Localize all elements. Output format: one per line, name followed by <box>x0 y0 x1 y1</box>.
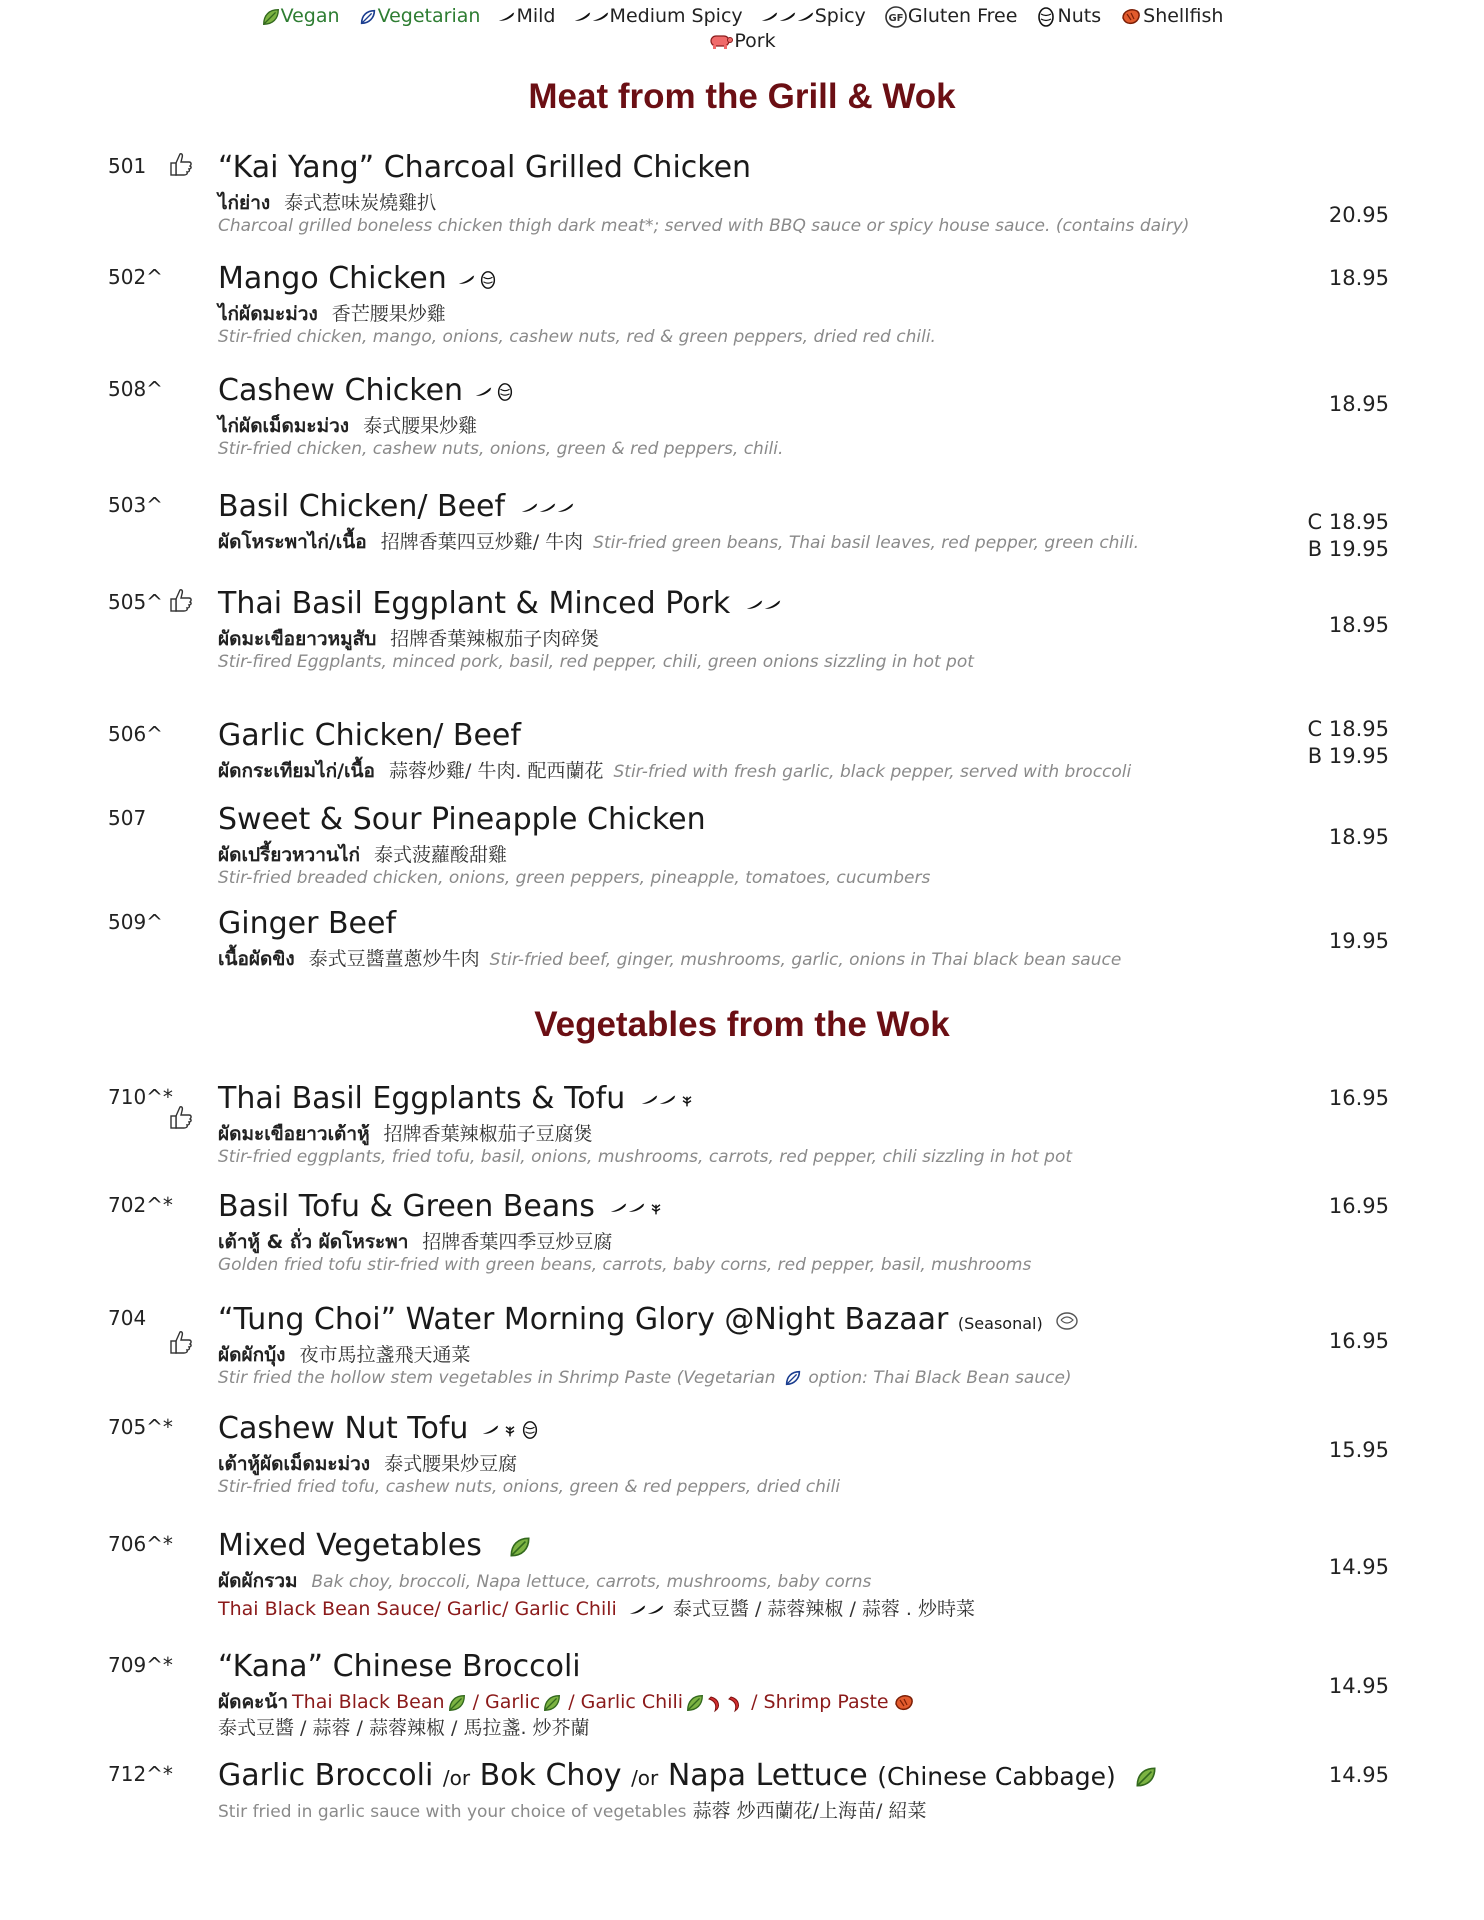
item-subtitle <box>218 944 1121 974</box>
item-subtitle <box>218 1796 936 1823</box>
item-chinese-name: 泰式腰果炒雞 <box>363 415 478 437</box>
shellfish-icon <box>891 1692 917 1714</box>
item-sauce-options <box>218 1594 985 1621</box>
item-description: Stir-fried fried tofu, cashew nuts, onions, green & red peppers, dried chili <box>218 1477 841 1497</box>
pork-icon <box>708 31 734 51</box>
thumbs-up-icon <box>168 586 194 614</box>
item-name: “Kai Yang” Charcoal Grilled Chicken <box>218 150 752 185</box>
leaf-icon <box>447 1693 467 1713</box>
item-price: 16.95 <box>1328 1194 1389 1218</box>
item-number: 710^* <box>108 1085 173 1109</box>
sauce-option: Thai Black Bean <box>292 1691 445 1713</box>
item-thai-name: ผัดผักรวม <box>218 1570 298 1592</box>
item-name: Thai Basil Eggplant & Minced Pork <box>218 586 731 621</box>
legend-vegan: Vegan <box>261 4 340 28</box>
item-thai-name: ไก่ย่าง <box>218 192 271 214</box>
item-chinese-name: 蒜蓉 炒西蘭花/上海苗/ 紹菜 <box>692 1800 927 1822</box>
item-chinese-subtitle <box>218 1713 600 1740</box>
item-number: 508^ <box>108 377 163 401</box>
chili-icon <box>637 1092 699 1108</box>
item-description <box>218 1368 1072 1388</box>
legend <box>0 4 1484 53</box>
item-price: 18.95 <box>1328 266 1389 290</box>
item-chinese-name: 香芒腰果炒雞 <box>331 303 446 325</box>
price-beef: B 19.95 <box>1307 744 1389 768</box>
chili-icon <box>458 274 476 286</box>
item-number: 507 <box>108 806 147 830</box>
item-name: Cashew Chicken <box>218 373 464 408</box>
item-thai-name: ผัดมะเขือยาวเต้าหู้ <box>218 1123 370 1145</box>
item-number: 509^ <box>108 910 163 934</box>
item-subtitle <box>218 840 517 870</box>
item-name-row <box>218 1528 535 1563</box>
item-description: Bak choy, broccoli, Napa lettuce, carrots, mushrooms, baby corns <box>311 1572 872 1592</box>
item-thai-name: ผัดคะน้า <box>218 1691 289 1713</box>
item-chinese-name: 夜市馬拉盞飛天通菜 <box>299 1344 471 1366</box>
item-chinese-name: 泰式豆醬薑蔥炒牛肉 <box>308 948 480 970</box>
item-subtitle <box>218 1119 603 1149</box>
item-price: 18.95 <box>1328 392 1389 416</box>
item-chinese-name: 泰式菠蘿酸甜雞 <box>373 844 507 866</box>
item-subtitle <box>218 188 446 218</box>
item-thai-name: เนื้อผัดขิง <box>218 948 295 970</box>
item-chinese-name: 招牌香葉辣椒茄子肉碎煲 <box>390 628 600 650</box>
item-thai-name: ผัดผักบุ้ง <box>218 1344 286 1366</box>
item-name: “Tung Choi” Water Morning Glory @Night Bazaar <box>218 1302 949 1337</box>
item-name: Mixed Vegetables <box>218 1528 482 1563</box>
item-chinese-name: 招牌香葉辣椒茄子豆腐煲 <box>383 1123 593 1145</box>
item-chinese-name: 泰式腰果炒豆腐 <box>384 1453 518 1475</box>
item-name-row <box>218 1411 544 1446</box>
chili-icon <box>742 599 784 611</box>
item-name: Mango Chicken <box>218 261 447 296</box>
nut-icon <box>495 382 515 402</box>
item-subtitle <box>218 299 456 329</box>
shellfish-icon <box>1054 1310 1080 1332</box>
item-description: Charcoal grilled boneless chicken thigh dark meat*; served with BBQ sauce or spicy house sauce. (contains dairy) <box>218 216 1190 236</box>
item-subtitle <box>218 1340 480 1370</box>
item-price: 19.95 <box>1328 929 1389 953</box>
item-price: 18.95 <box>1328 825 1389 849</box>
chili-icon <box>517 502 577 514</box>
item-description-part1: Stir fried the hollow stem vegetables in Shrimp Paste (Vegetarian <box>218 1368 776 1388</box>
nut-icon <box>1035 6 1057 28</box>
item-number: 712^* <box>108 1762 173 1786</box>
item-name-option: Garlic Broccoli <box>218 1758 434 1793</box>
item-price <box>1308 509 1389 563</box>
chili-icon <box>480 1420 544 1440</box>
chili-icon <box>574 11 610 23</box>
item-description: Stir-fried with fresh garlic, black pepper, served with broccoli <box>613 762 1132 782</box>
item-price: 14.95 <box>1328 1555 1389 1579</box>
item-number: 501 <box>108 154 147 178</box>
item-name: Ginger Beef <box>218 906 397 941</box>
legend-medium: Medium Spicy <box>574 4 743 28</box>
thumbs-up-icon <box>168 1103 194 1131</box>
item-thai-name: ผัดมะเขือยาวหมูสับ <box>218 628 377 650</box>
section-title-meat: Meat from the Grill & Wok <box>528 77 956 116</box>
item-number: 706^* <box>108 1532 173 1556</box>
item-thai-name: ผัดโหระพาไก่/เนื้อ <box>218 531 367 553</box>
item-thai-name: ผัดเปรี้ยวหวานไก่ <box>218 844 360 866</box>
legend-vegetarian: Vegetarian <box>358 4 481 28</box>
item-name: Basil Chicken/ Beef <box>218 489 506 524</box>
item-price: 16.95 <box>1328 1086 1389 1110</box>
item-description: Stir-fried chicken, mango, onions, cashew nuts, red & green peppers, dried red chili. <box>218 327 936 347</box>
legend-nuts: Nuts <box>1035 4 1101 28</box>
item-price: 18.95 <box>1328 613 1389 637</box>
item-price: 15.95 <box>1328 1438 1389 1462</box>
chili-icon <box>498 11 516 23</box>
item-name-row <box>218 489 577 524</box>
item-chinese-name: 泰式豆醬 / 蒜蓉辣椒 / 蒜蓉 . 炒時菜 <box>672 1598 976 1620</box>
thumbs-up-icon <box>168 1328 194 1356</box>
item-name-row <box>218 373 515 408</box>
thumbs-up-icon <box>168 150 194 178</box>
item-name-row <box>218 1302 1080 1337</box>
shellfish-icon <box>1119 6 1143 28</box>
item-price: 16.95 <box>1328 1329 1389 1353</box>
item-name: Sweet & Sour Pineapple Chicken <box>218 802 706 837</box>
item-number: 702^* <box>108 1193 173 1217</box>
item-chinese-name: 蒜蓉炒雞/ 牛肉. 配西蘭花 <box>388 760 604 782</box>
item-name-row <box>218 586 784 621</box>
item-price: 20.95 <box>1328 203 1389 227</box>
chili-icon <box>625 1604 667 1616</box>
price-chicken: C 18.95 <box>1307 510 1389 534</box>
chili-icon <box>606 1200 668 1216</box>
price-chicken: C 18.95 <box>1307 717 1389 741</box>
leaf-icon <box>261 7 281 27</box>
leaf-icon <box>505 1535 535 1559</box>
or-separator: /or <box>631 1766 659 1790</box>
item-subtitle <box>218 1449 527 1479</box>
legend-spicy: Spicy <box>761 4 866 28</box>
item-number: 505^ <box>108 590 163 614</box>
section-title-vegetables: Vegetables from the Wok <box>534 1005 950 1044</box>
sauce-option: / Shrimp Paste <box>751 1691 889 1713</box>
item-description: Stir-fried beef, ginger, mushrooms, garlic, onions in Thai black bean sauce <box>489 950 1122 970</box>
vegetarian-leaf-icon <box>783 1368 803 1388</box>
legend-shellfish: Shellfish <box>1119 4 1223 28</box>
nut-icon <box>478 270 498 290</box>
sauce-options: Thai Black Bean Sauce/ Garlic/ Garlic Chili <box>218 1598 617 1620</box>
price-beef: B 19.95 <box>1307 537 1389 561</box>
item-chinese-name: 招牌香葉四豆炒雞/ 牛肉 <box>380 531 584 553</box>
item-name: “Kana” Chinese Broccoli <box>218 1649 581 1684</box>
item-description-part2: option: Thai Black Bean sauce) <box>808 1368 1072 1388</box>
chili-icon <box>761 11 815 23</box>
item-description: Stir-fried breaded chicken, onions, green peppers, pineapple, tomatoes, cucumbers <box>218 868 931 888</box>
item-name-row <box>218 1189 668 1224</box>
item-number: 705^* <box>108 1415 173 1439</box>
item-chinese-name: 招牌香葉四季豆炒豆腐 <box>422 1231 613 1253</box>
item-price: 14.95 <box>1328 1674 1389 1698</box>
legend-pork: Pork <box>708 29 775 53</box>
item-chinese-name: 泰式豆醬 / 蒜蓉 / 蒜蓉辣椒 / 馬拉盞. 炒芥蘭 <box>218 1717 590 1739</box>
item-name: Cashew Nut Tofu <box>218 1411 469 1446</box>
item-subtitle <box>218 411 487 441</box>
item-subtitle <box>218 624 609 654</box>
item-name: Garlic Chicken/ Beef <box>218 718 521 753</box>
item-name-note: (Chinese Cabbage) <box>877 1762 1116 1791</box>
item-name-row <box>218 1081 699 1116</box>
item-name: Thai Basil Eggplants & Tofu <box>218 1081 626 1116</box>
item-chinese-name: 泰式惹味炭燒雞扒 <box>284 192 437 214</box>
item-description: Stir-fired Eggplants, minced pork, basil, red pepper, chili, green onions sizzling in hot pot <box>218 652 974 672</box>
legend-gf: Gluten Free <box>884 4 1018 29</box>
item-number: 506^ <box>108 722 163 746</box>
leaf-icon <box>1133 1765 1159 1789</box>
item-subtitle <box>218 756 1131 786</box>
item-price: 14.95 <box>1328 1763 1389 1787</box>
item-price <box>1308 716 1389 770</box>
leaf-icon <box>542 1693 562 1713</box>
item-thai-name: ไก่ผัดมะม่วง <box>218 303 318 325</box>
item-thai-name: เต้าหู้ผัดเม็ดมะม่วง <box>218 1453 371 1475</box>
item-name-option: Napa Lettuce <box>667 1758 868 1793</box>
item-description: Stir-fried chicken, cashew nuts, onions, green & red peppers, chili. <box>218 439 784 459</box>
gluten-free-icon <box>884 5 908 29</box>
vegetarian-leaf-icon <box>358 7 378 27</box>
item-name-row <box>218 1758 1159 1793</box>
item-thai-name: ไก่ผัดเม็ดมะม่วง <box>218 415 350 437</box>
item-description: Stir-fried green beans, Thai basil leaves, red pepper, green chili. <box>593 533 1140 553</box>
item-number: 502^ <box>108 265 163 289</box>
item-thai-name: ผัดกระเทียมไก่/เนื้อ <box>218 760 375 782</box>
item-number: 503^ <box>108 493 163 517</box>
item-subtitle <box>218 1227 622 1257</box>
item-name-row <box>218 261 498 296</box>
item-name-option: Bok Choy <box>479 1758 622 1793</box>
legend-mild: Mild <box>498 4 555 28</box>
chili-icon <box>475 386 493 398</box>
seasonal-note: (Seasonal) <box>957 1314 1043 1333</box>
item-subtitle <box>218 1566 871 1596</box>
item-name: Basil Tofu & Green Beans <box>218 1189 595 1224</box>
item-number: 704 <box>108 1306 147 1330</box>
item-description: Golden fried tofu stir-fried with green beans, carrots, baby corns, red pepper, basil, mushrooms <box>218 1255 1032 1275</box>
item-number: 709^* <box>108 1653 173 1677</box>
item-description: Stir fried in garlic sauce with your choice of vegetables <box>218 1802 687 1822</box>
item-subtitle <box>218 527 1139 557</box>
sauce-option: / Garlic Chili <box>568 1691 684 1713</box>
item-thai-name: เต้าหู้ & ถั่ว ผัดโหระพา <box>218 1231 409 1253</box>
item-description: Stir-fried eggplants, fried tofu, basil, onions, mushrooms, carrots, red pepper, chili sizzling in hot pot <box>218 1147 1073 1167</box>
red-chili-icon <box>685 1693 745 1713</box>
or-separator: /or <box>442 1766 471 1790</box>
sauce-option: / Garlic <box>472 1691 541 1713</box>
